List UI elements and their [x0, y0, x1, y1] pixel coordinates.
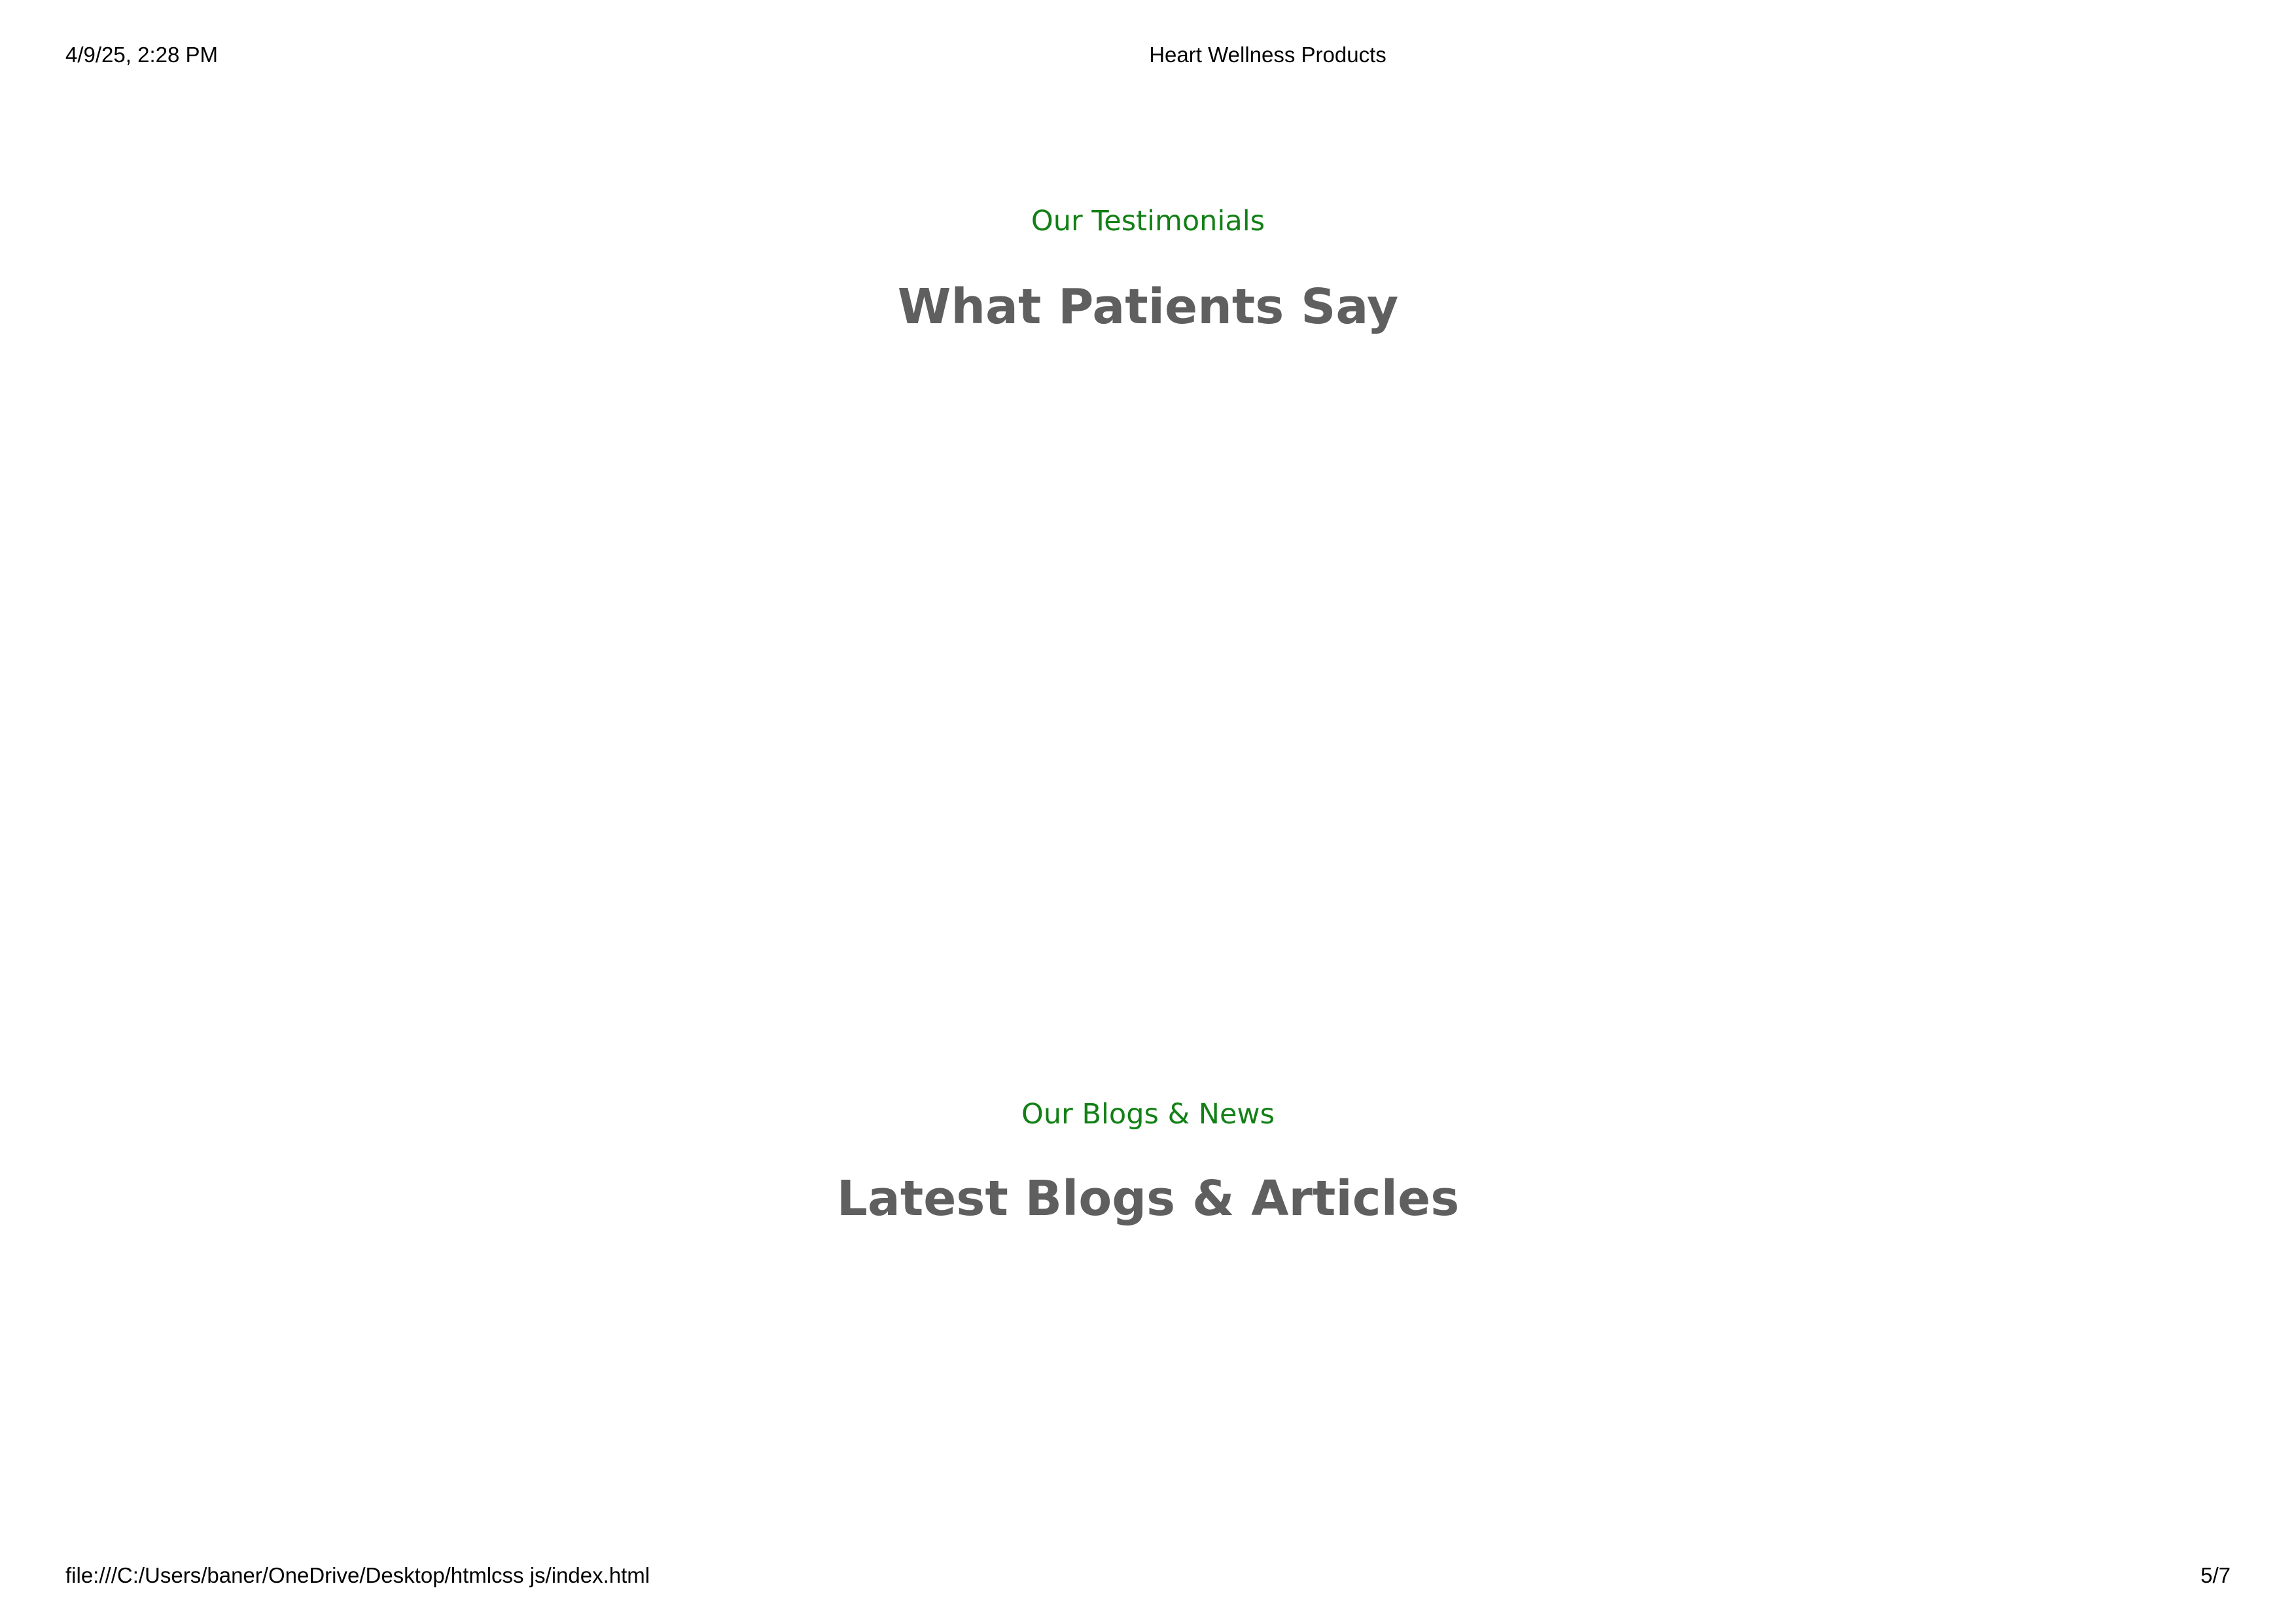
testimonials-eyebrow: Our Testimonials	[1031, 205, 1265, 238]
print-footer-url: file:///C:/Users/baner/OneDrive/Desktop/htmlcss js/index.html	[65, 1563, 650, 1587]
testimonials-heading: What Patients Say	[897, 279, 1399, 335]
blogs-section	[0, 1083, 2296, 1475]
blogs-eyebrow: Our Blogs & News	[1021, 1098, 1275, 1131]
blogs-heading: Latest Blogs & Articles	[836, 1171, 1460, 1227]
print-header-datetime: 4/9/25, 2:28 PM	[65, 43, 218, 67]
print-header-title: Heart Wellness Products	[1149, 43, 1386, 67]
print-footer-page-number: 5/7	[2200, 1563, 2231, 1587]
